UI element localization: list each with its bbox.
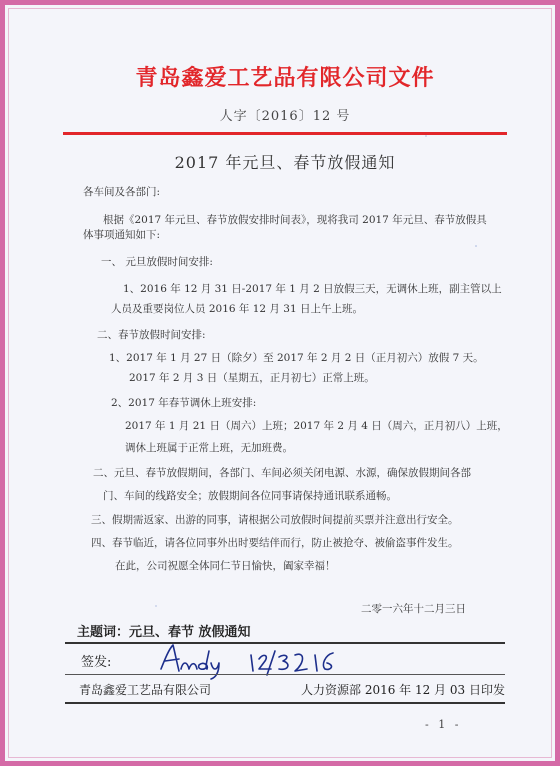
spring-item-2-heading: 2、2017 年春节调休上班安排: <box>111 397 257 409</box>
printed-by-line: 人力资源部 2016 年 12 月 03 日印发 <box>301 683 505 697</box>
footer-rule-bottom <box>65 702 505 704</box>
salutation-line: 各车间及各部门: <box>83 186 161 198</box>
red-header-rule <box>63 132 507 135</box>
notice-title: 2017 年元旦、春节放假通知 <box>174 153 396 172</box>
spring-item-1-line-2: 2017 年 2 月 3 日（星期五，正月初七）正常上班。 <box>129 372 375 384</box>
scan-speckle <box>475 245 477 247</box>
document-number: 人字〔2016〕12 号 <box>219 109 351 124</box>
section-spring-heading: 二、春节放假时间安排: <box>97 329 206 341</box>
company-title: 青岛鑫爱工艺品有限公司文件 <box>135 65 435 91</box>
section-security-line: 四、春节临近，请各位同事外出时要结伴而行，防止被抢夺、被偷盗事件发生。 <box>91 537 459 549</box>
spring-item-2-line-2: 调休上班属于正常上班，无加班费。 <box>125 442 293 454</box>
section-newyear-heading: 一、 元旦放假时间安排: <box>101 256 213 268</box>
handwritten-signature <box>155 641 345 681</box>
intro-line-2: 体事项通知如下: <box>83 229 161 241</box>
section-safety-line-1: 二、元旦、春节放假期间，各部门、车间必须关闭电源、水源，确保放假期间各部 <box>93 467 471 479</box>
section-travel-line: 三、假期需返家、出游的同事，请根据公司放假时间提前买票并注意出行安全。 <box>91 514 459 526</box>
intro-line-1: 根据《2017 年元旦、春节放假安排时间表》，现将我司 2017 年元旦、春节放假具 <box>103 214 487 226</box>
newyear-item-1-line-1: 1、2016 年 12 月 31 日-2017 年 1 月 2 日放假三天，无调休上班，副主管以上 <box>123 283 502 295</box>
issuing-company: 青岛鑫爱工艺品有限公司 <box>79 683 212 697</box>
closing-wish-line: 在此，公司祝愿全体同仁节日愉快，阖家幸福！ <box>115 560 336 572</box>
spring-item-1-line-1: 1、2017 年 1 月 27 日（除夕）至 2017 年 2 月 2 日（正月初六）放假 7 天。 <box>109 352 484 364</box>
sign-label: 签发: <box>81 655 112 670</box>
spring-item-2-line-1: 2017 年 1 月 21 日（周六）上班；2017 年 2 月 4 日（周六，正月初八）上班， <box>125 420 508 432</box>
page-number: - 1 - <box>425 718 462 731</box>
scan-speckle <box>155 605 157 607</box>
document-date: 二零一六年十二月三日 <box>361 603 466 615</box>
section-safety-line-2: 门、车间的线路安全；放假期间各位同事请保持通讯联系通畅。 <box>103 490 397 502</box>
newyear-item-1-line-2: 人员及重要岗位人员 2016 年 12 月 31 日上午上班。 <box>111 303 363 315</box>
subject-keywords: 主题词：元旦、春节 放假通知 <box>77 625 251 640</box>
scan-speckle <box>425 135 427 137</box>
footer-rule-middle <box>65 674 505 675</box>
